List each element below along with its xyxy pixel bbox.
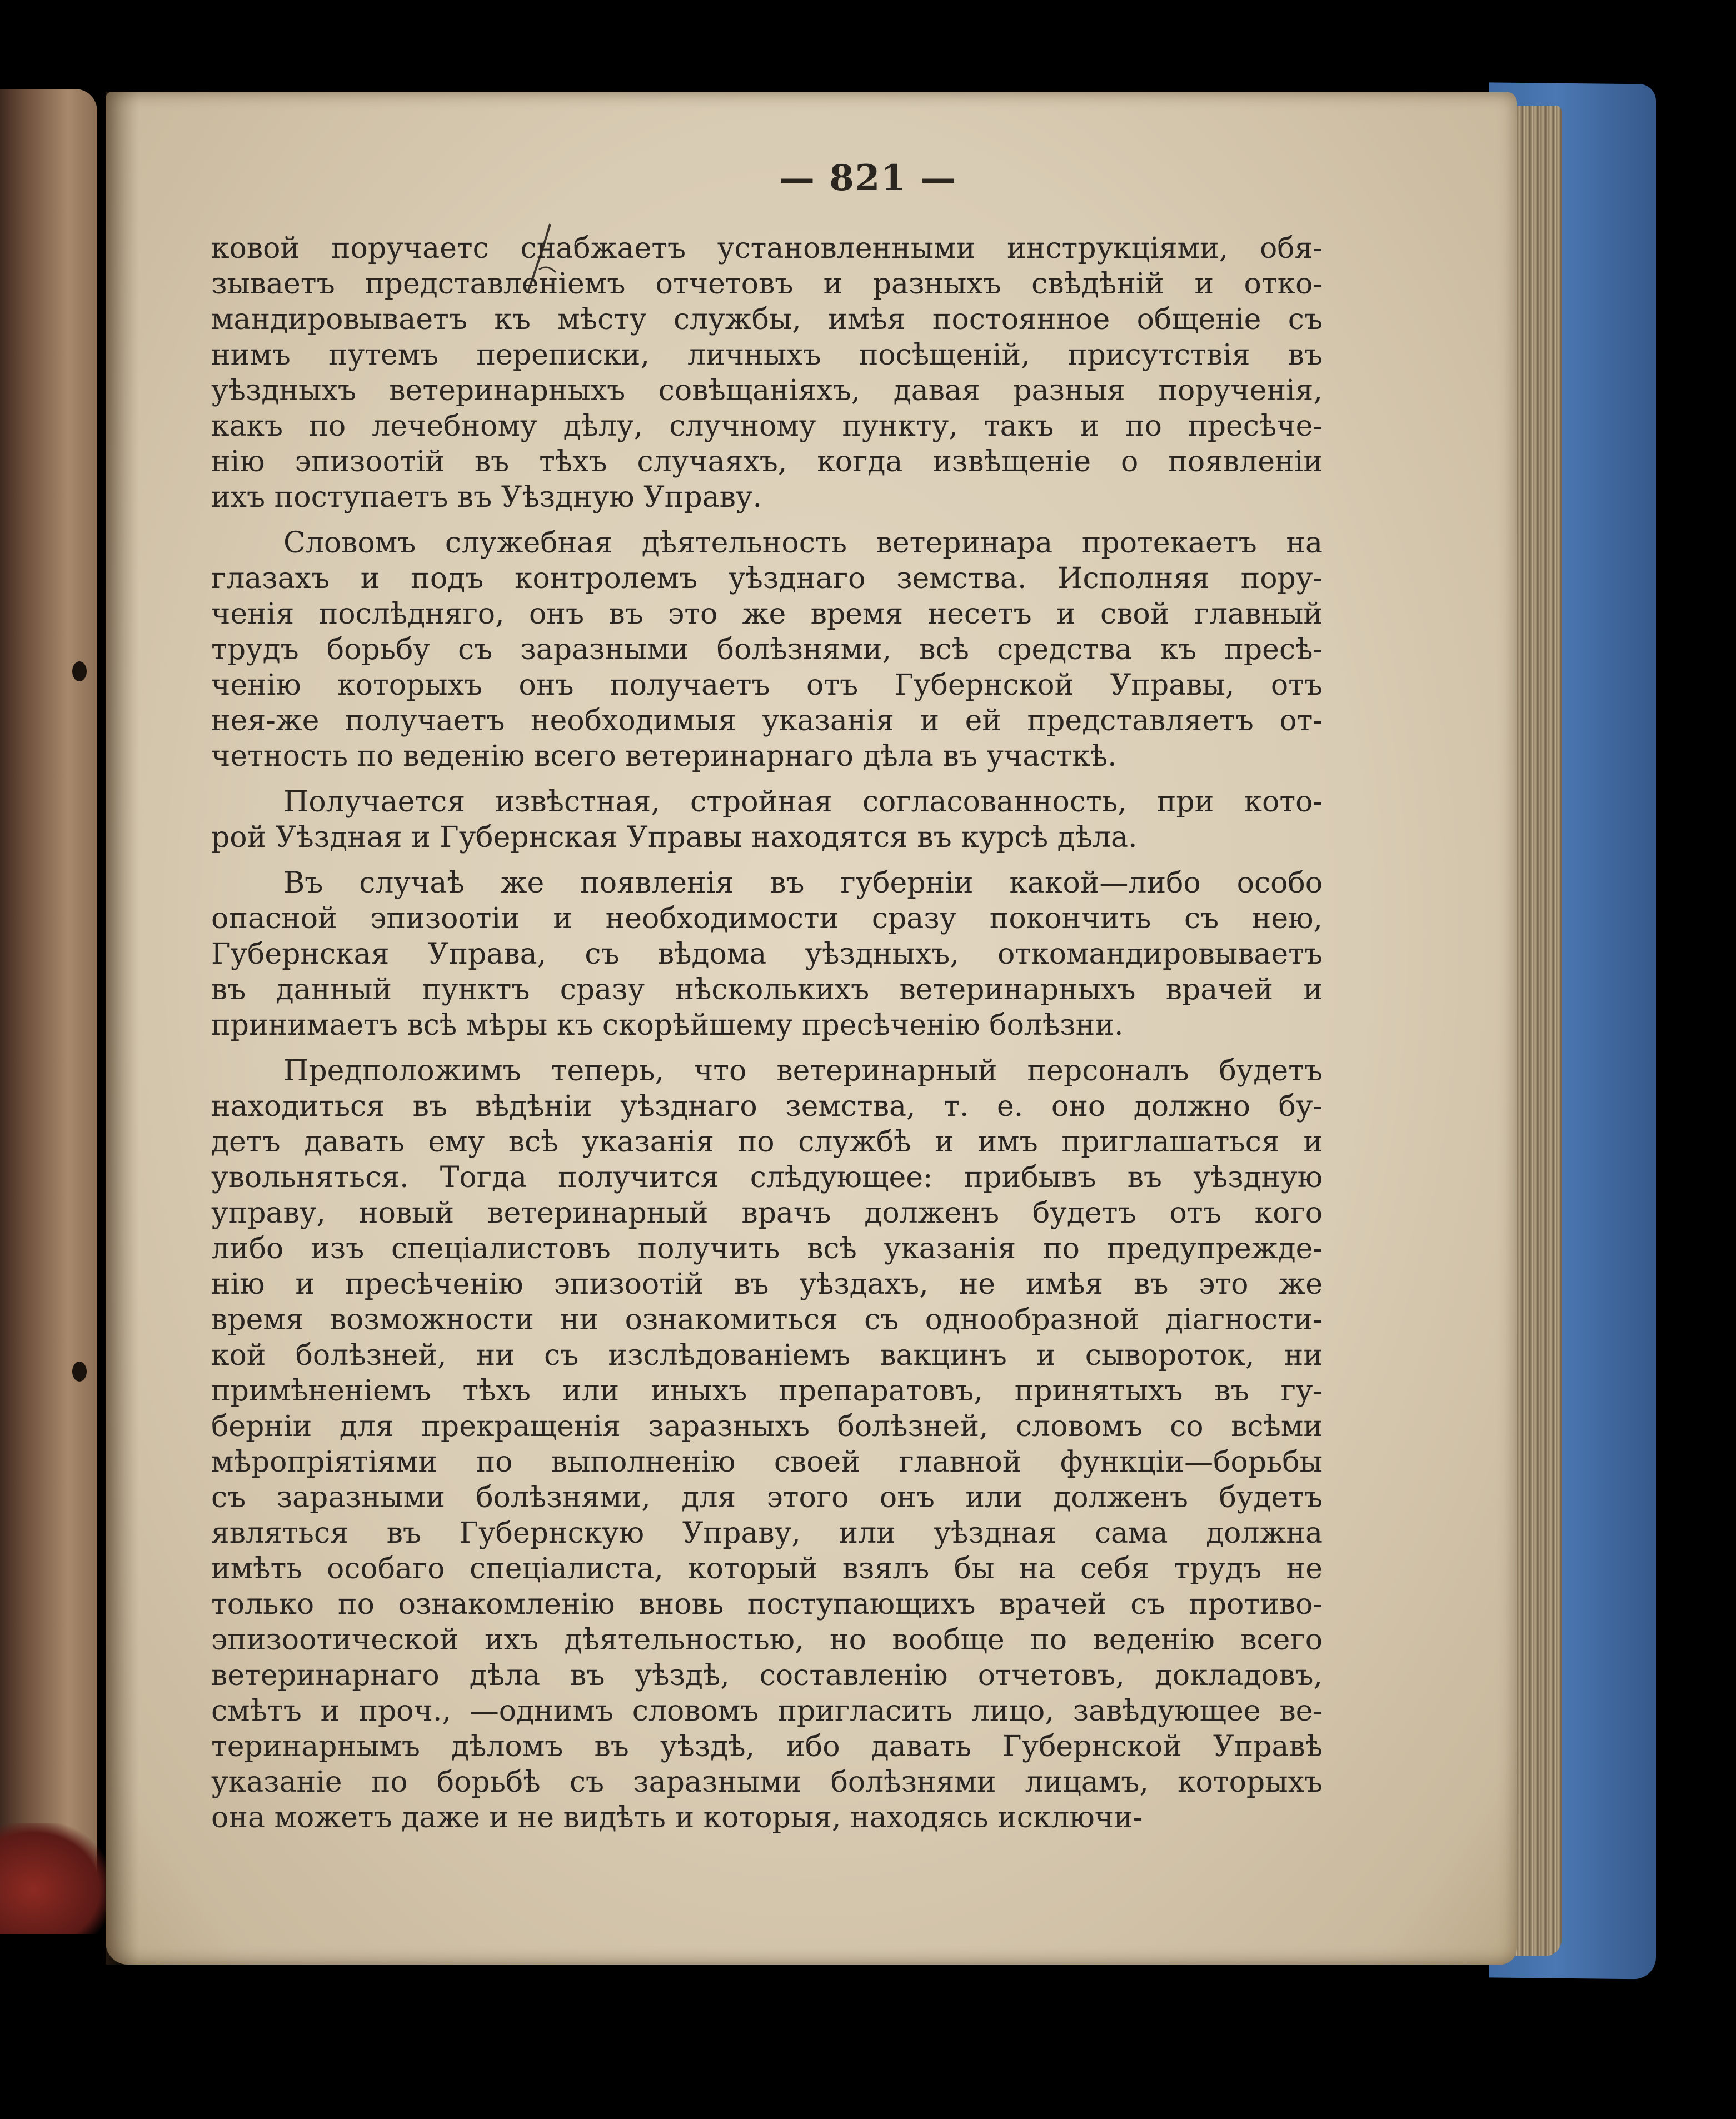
text-line: являться въ Губернскую Управу, или уѣздная сама должна [211, 1517, 1323, 1550]
text-line: Получается извѣстная, стройная согласованность, при кото- [283, 785, 1323, 819]
text-line: Губернская Управа, съ вѣдома уѣздныхъ, откомандировываетъ [211, 938, 1323, 971]
text-line: зываетъ представленiемъ отчетовъ и разныхъ свѣдѣнiй и отко- [211, 267, 1323, 301]
text-line: нимъ путемъ переписки, личныхъ посѣщенiй, присутствiя въ [211, 338, 1323, 372]
binding-hole [72, 1362, 87, 1382]
text-line: либо изъ спецiалистовъ получить всѣ указанiя по предупрежде- [211, 1232, 1323, 1265]
text-line: ковой поручаетс снабжаетъ установленными инструкцiями, обя- [211, 232, 1323, 265]
text-line: ченiю которыхъ онъ получаетъ отъ Губернской Управы, отъ [211, 669, 1323, 702]
text-line: опасной эпизоотiи и необходимости сразу покончить съ нею, [211, 902, 1323, 935]
text-line: глазахъ и подъ контролемъ уѣзднаго земства. Исполняя пору- [211, 562, 1323, 595]
text-line: уѣздныхъ ветеринарныхъ совѣщанiяхъ, давая разныя порученiя, [211, 374, 1323, 407]
text-line: съ заразными болѣзнями, для этого онъ или долженъ будетъ [211, 1481, 1323, 1514]
text-line: кой болѣзней, ни съ изслѣдованiемъ вакцинъ и сывороток, ни [211, 1339, 1323, 1372]
text-line: ихъ поступаетъ въ Уѣздную Управу. [211, 481, 762, 514]
text-line: Въ случаѣ же появленiя въ губернiи какой—либо особо [283, 866, 1323, 900]
text-line: имѣть особаго спецiалиста, который взялъ бы на себя трудъ не [211, 1552, 1323, 1585]
text-line: указанiе по борьбѣ съ заразными болѣзнями лицамъ, которыхъ [211, 1766, 1323, 1799]
text-line: ветеринарнаго дѣла въ уѣздѣ, составленiю отчетовъ, докладовъ, [211, 1659, 1323, 1692]
binding-hole [72, 661, 87, 681]
text-line: увольняться. Тогда получится слѣдующее: прибывъ въ уѣздную [211, 1161, 1323, 1194]
previous-page-edge [0, 89, 97, 1923]
paragraph [211, 865, 1323, 1043]
text-line: принимаетъ всѣ мѣры къ скорѣйшему пресѣченiю болѣзни. [211, 1009, 1124, 1042]
binding-edge [0, 1823, 111, 1934]
text-line: мѣропрiятiями по выполненiю своей главной функцiи—борьбы [211, 1445, 1323, 1479]
text-line: бернiи для прекращенiя заразныхъ болѣзней, словомъ со всѣми [211, 1410, 1323, 1443]
page-number: — 821 — [779, 157, 957, 199]
text-line: только по ознакомленiю вновь поступающихъ врачей съ противо- [211, 1588, 1323, 1621]
text-line: трудъ борьбу съ заразными болѣзнями, всѣ средства къ пресѣ- [211, 633, 1323, 666]
text-line: примѣненiемъ тѣхъ или иныхъ препаратовъ, принятыхъ въ гу- [211, 1374, 1323, 1408]
text-line: нiю эпизоотiй въ тѣхъ случаяхъ, когда извѣщенiе о появленiи [211, 445, 1323, 478]
text-line: она можетъ даже и не видѣть и которыя, находясь исключи- [211, 1801, 1143, 1834]
paragraph [211, 525, 1323, 774]
text-line: какъ по лечебному дѣлу, случному пункту, такъ и по пресѣче- [211, 410, 1323, 443]
text-line: Словомъ служебная дѣятельность ветеринара протекаетъ на [283, 526, 1323, 560]
text-line: мандировываетъ къ мѣсту службы, имѣя постоянное общенiе съ [211, 303, 1323, 336]
paragraph [211, 784, 1323, 855]
text-line: нiю и пресѣченiю эпизоотiй въ уѣздахъ, не имѣя въ это же [211, 1268, 1323, 1301]
text-line: Предположимъ теперь, что ветеринарный персоналъ будетъ [283, 1054, 1323, 1088]
text-line: эпизоотической ихъ дѣятельностью, но вообще по веденiю всего [211, 1623, 1323, 1657]
text-line: ченiя послѣдняго, онъ въ это же время несетъ и свой главный [211, 597, 1323, 631]
text-line: рой Уѣздная и Губернская Управы находятся въ курсѣ дѣла. [211, 821, 1138, 854]
page-body [211, 231, 1323, 1846]
text-line: въ данный пунктъ сразу нѣсколькихъ ветеринарныхъ врачей и [211, 973, 1323, 1006]
text-line: теринарнымъ дѣломъ въ уѣздѣ, ибо давать Губернской Управѣ [211, 1730, 1323, 1763]
text-line: время возможности ни ознакомиться съ однообразной дiагности- [211, 1303, 1323, 1337]
text-line: нея-же получаетъ необходимыя указанiя и ей представляетъ от- [211, 704, 1323, 737]
text-line: смѣтъ и проч., —однимъ словомъ пригласить лицо, завѣдующее ве- [211, 1694, 1323, 1728]
text-line: детъ давать ему всѣ указанiя по службѣ и имъ приглашаться и [211, 1125, 1323, 1159]
paragraph [211, 231, 1323, 515]
text-line: управу, новый ветеринарный врачъ долженъ будетъ отъ кого [211, 1196, 1323, 1230]
text-line: находиться въ вѣдѣнiи уѣзднаго земства, т. е. оно должно бу- [211, 1090, 1323, 1123]
paragraph [211, 1053, 1323, 1836]
text-line: четность по веденiю всего ветеринарнаго дѣла въ участкѣ. [211, 740, 1117, 773]
gutter-shadow [106, 92, 139, 1965]
